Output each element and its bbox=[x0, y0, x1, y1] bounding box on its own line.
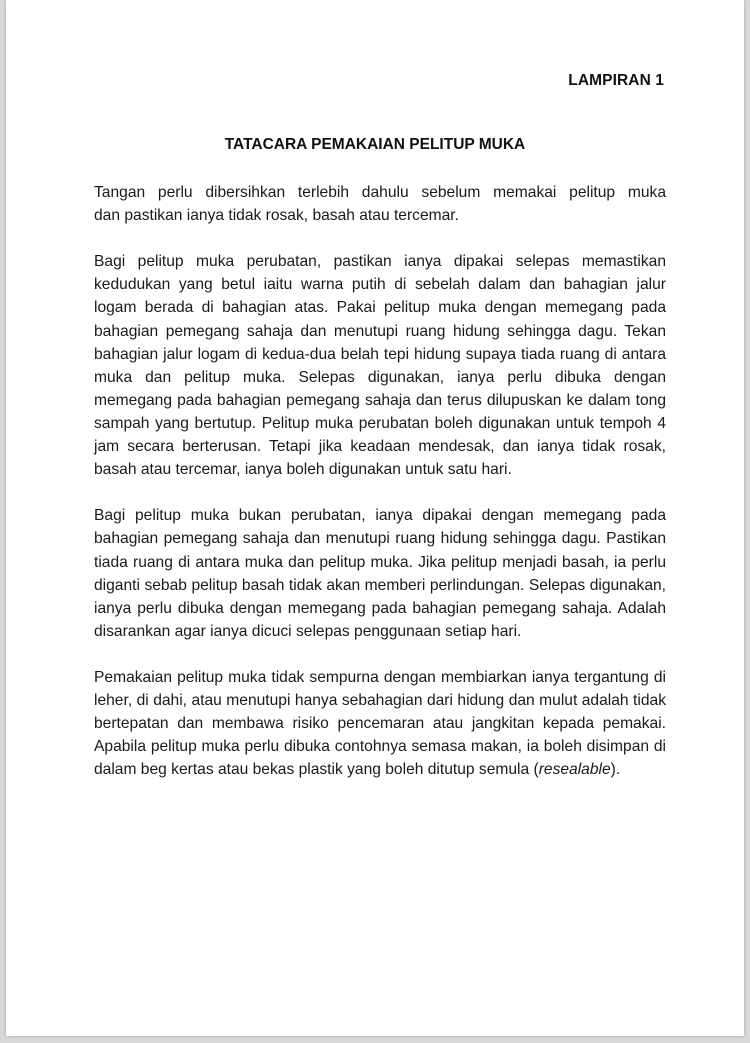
paragraph-improper-use bbox=[94, 666, 666, 781]
appendix-label: LAMPIRAN 1 bbox=[568, 72, 664, 89]
paragraph-non-medical-mask: Bagi pelitup muka bukan perubatan, ianya dipakai dengan memegang pada bahagian pemegang sahaja dan menutupi ruang hidung sehingga dagu. Pastikan tiada ruang di antara muka dan pelitup muka. Jika pelitup menjadi basah, ia perlu diganti sebab pelitup basah tidak akan memberi perlindungan. Selepas digunakan, ianya perlu dibuka dengan memegang pada bahagian pemegang sahaja. Adalah disarankan agar ianya dicuci selepas penggunaan setiap hari. bbox=[94, 507, 666, 640]
paragraph-text-after: ). bbox=[610, 761, 621, 779]
paragraph-medical-mask: Bagi pelitup muka perubatan, pastikan ianya dipakai selepas memastikan kedudukan yang betul iaitu warna putih di sebelah dalam dan bahagian jalur logam berada di bahagian atas. Pakai pelitup muka dengan memegang pada bahagian pemegang sahaja dan menutupi ruang hidung sehingga dagu. Tekan bahagian jalur logam di kedua-dua belah tepi hidung supaya tiada ruang di antara muka dan pelitup muka. Selepas digunakan, ianya perlu dibuka dengan memegang pada bahagian pemegang sahaja dan terus dilupuskan ke dalam tong sampah yang bertutup. Pelitup muka perubatan boleh digunakan untuk tempoh 4 jam secara berterusan. Tetapi jika keadaan mendesak, dan ianya tidak rosak, basah atau tercemar, ianya boleh digunakan untuk satu hari. bbox=[94, 253, 666, 479]
paragraph-hand-hygiene bbox=[94, 181, 666, 227]
resealable-term: resealable bbox=[538, 761, 611, 779]
document-body bbox=[94, 181, 666, 781]
paragraph-line: dan pastikan ianya tidak rosak, basah atau tercemar. bbox=[94, 207, 459, 225]
paragraph-text-before: Pemakaian pelitup muka tidak sempurna dengan membiarkan ianya tergantung di leher, di dahi, atau menutupi hanya sebahagian dari hidung dan mulut adalah tidak bertepatan dan membawa risiko pencemaran atau jangkitan kepada pemakai. Apabila pelitup muka perlu dibuka contohnya semasa makan, ia boleh disimpan di dalam beg kertas atau bekas plastik yang boleh ditutup semula ( bbox=[94, 668, 666, 779]
document-page bbox=[6, 0, 744, 1036]
document-title: TATACARA PEMAKAIAN PELITUP MUKA bbox=[224, 136, 526, 153]
paragraph-line: Tangan perlu dibersihkan terlebih dahulu sebelum memakai pelitup muka bbox=[94, 184, 666, 201]
